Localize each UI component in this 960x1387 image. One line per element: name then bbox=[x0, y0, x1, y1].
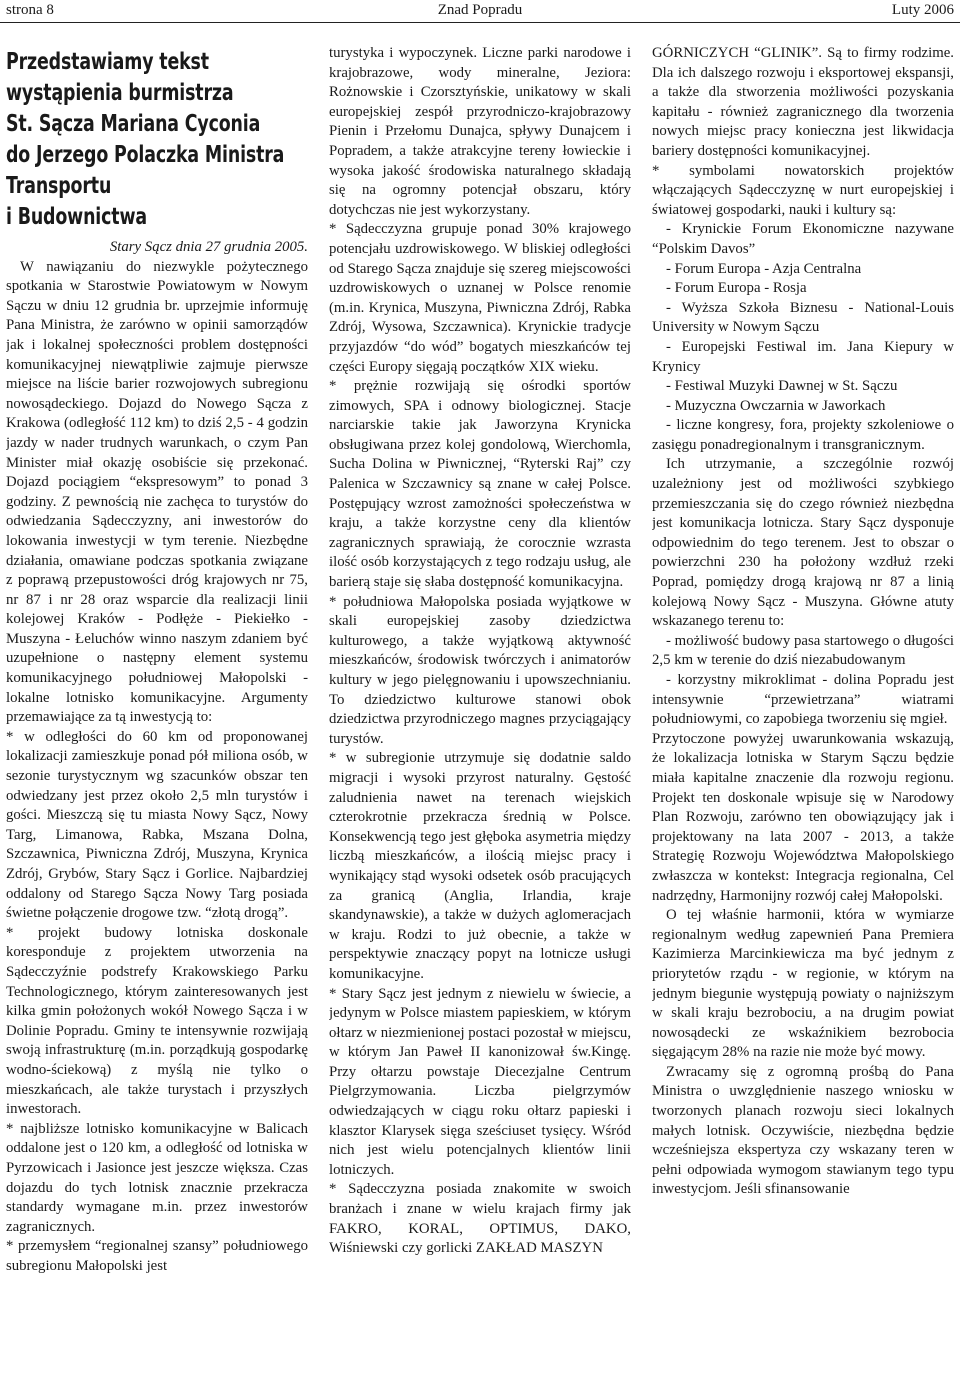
paragraph: * Sądecczyzna posiada znakomite w swoich branżach i znane w wielu krajach firmy jak FAKRO, KORAL, OPTIMUS, DAKO, Wiśniewski czy gorlicki ZAKŁAD MASZYN bbox=[329, 1181, 631, 1257]
title-line: wystąpienia burmistrza bbox=[6, 78, 234, 106]
list-item: - liczne kongresy, fora, projekty szkoleniowe o zasięgu ponadregionalnym i transgranicznym. bbox=[652, 417, 954, 453]
title-line: St. Sącza Mariana Cyconia bbox=[6, 109, 261, 137]
paragraph: Ich utrzymanie, a szczególnie rozwój uzależniony jest od możliwości szybkiego przemieszczania się do czego również niezbędna jest komunikacja lotnicza. Stary Sącz dysponuje odpowiednim do tego terenem. Jest to obszar o powierzchni 230 ha położony wzdłuż rzeki Poprad, pomiędzy drogą krajową nr 87 a linią kolejową Nowy Sącz - Muszyna. Główne atuty wskazanego terenu to: bbox=[652, 456, 954, 630]
list-item: - Europejski Festiwal im. Jana Kiepury w Krynicy bbox=[652, 338, 954, 375]
publication-name: Znad Popradu bbox=[437, 2, 523, 18]
paragraph: * symbolami nowatorskich projektów włączających Sądecczyznę w nurt europejskiej i światowej gospodarki, nauki i kultury są: bbox=[652, 162, 954, 218]
paragraph: * południowa Małopolska posiada wyjątkowe w skali europejskiej zasoby dziedzictwa kulturowego, a także wyjątkową aktywność mieszkańców, środowisk twórczych i animatorów kultury w jego pielęgnowaniu i upowszechnianiu. To dziedzictwo kulturowe stanowi obok dziedzictwa przyrodniczego magnes przyciągający turystów. bbox=[329, 593, 631, 747]
issue-date: Luty 2006 bbox=[891, 2, 954, 18]
column-1 bbox=[6, 46, 308, 1383]
paragraph: Zwracamy się z ogromną prośbą do Pana Ministra o uwzględnienie naszego wniosku w tworzonych planach rozwoju sieci lokalnych małych lotnisk. Oczywiście, niezbędna będzie wcześniejsza ekspertyza czy wskazany teren w pełni odpowiada wymogom stawianym tego typu inwestycjom. Jeśli sfinansowanie bbox=[652, 1063, 954, 1198]
column-2 bbox=[329, 44, 631, 1383]
title-line: Przedstawiamy tekst bbox=[6, 47, 209, 75]
list-item: - Forum Europa - Azja Centralna bbox=[666, 260, 862, 277]
list-item: - korzystny mikroklimat - dolina Popradu jest intensywnie “przewietrzana” wiatrami południowymi, co zapobiega tworzeniu się mgieł. bbox=[652, 672, 954, 728]
page-number: strona 8 bbox=[6, 2, 54, 18]
list-item: - Festiwal Muzyki Dawnej w St. Sączu bbox=[666, 378, 898, 395]
paragraph: * w subregionie utrzymuje się dodatnie saldo migracji i wysoki przyrost naturalny. Gęstość zaludnienia nawet na terenach wiejskich czterokrotnie przekracza średnią w Polsce. Konsekwencją tego jest głęboka asymetria między liczbą mieszkańców, a ilością miejsc pracy i wynikający stąd wysoki odsetek osób pracujących za granicą (Anglia, Irlandia, kraje skandynawskie), a także w dużych aglomeracjach w kraju. Rodzi to już obecnie, a także w perspektywie znaczący popyt na lotnicze usługi komunikacyjne. bbox=[329, 750, 631, 982]
paragraph: * Stary Sącz jest jednym z niewielu w świecie, a jedynym w Polsce miastem papieskiem, w którym ołtarz w niezmienionej postaci pozostał w miejscu, w którym Jan Paweł II kanonizował św.Kingę. Przy ołtarzu powstaje Diecezjalne Centrum Pielgrzymowania. Liczba pielgrzymów odwiedzających w ciągu roku ołtarz papieski i klasztor Klarysek sięga sześciuset tysięcy. Wśród nich jest wielu potencjalnych klientów linii lotniczych. bbox=[329, 985, 631, 1178]
article-title bbox=[6, 46, 302, 232]
list-item: - Wyższa Szkoła Biznesu - National-Louis University w Nowym Sączu bbox=[652, 299, 954, 336]
paragraph: * najbliższe lotnisko komunikacyjne w Balicach oddalone jest o 120 km, a odległość od lotniska w Pyrzowicach i Jasionce jest jeszcze większa. Czas dojazdu do tych lotnisk znacznie przekracza standardy wymagane m.in. przez inwestorów zagranicznych. bbox=[6, 1120, 308, 1235]
title-line: Transportu bbox=[6, 171, 112, 199]
paragraph: * Sądecczyzna grupuje ponad 30% krajowego potencjału uzdrowiskowego. W bliskiej odległości od Starego Sącza znajduje się szereg miejscowości uzdrowiskowych o uznanej w Polsce renomie (m.in. Krynica, Muszyna, Piwniczna Zdrój, Rabka Zdrój, Wysowa, Szczawnica). Krynickie tradycje przyjazdów “do wód” bogatych mieszkańców tej części Europy sięgają początków XIX wieku. bbox=[329, 221, 631, 375]
paragraph: W nawiązaniu do niezwykle pożytecznego spotkania w Starostwie Powiatowym w Nowym Sączu w dniu 12 grudnia br. uprzejmie informuję Pana Ministra, że zarówno w opinii samorządów jak i lokalnej społeczności problem dostępności komunikacyjnej niewątpliwie zajmuje pierwsze miejsce na liście barier rozwojowych subregionu nowosądeckiego. Dojazd do Nowego Sącza z Krakowa (odległość 112 km) to dziś 2,5 - 4 godzin jazdy w nader trudnych warunkach, o czym Pan Minister miał okazję osobiście się przekonać. Dojazd pociągiem “ekspresowym” to ponad 3 godziny. Z pewnością nie zachęca to turystów do odwiedzania Sądecczyzny, ani inwestorów do lokowania inwestycji w tym terenie. Niezbędne działania, omawiane podczas spotkania związane z poprawą przepustowości dróg krajowych nr 75, nr 87 i nr 28 oraz wsparcie dla realizacji linii kolejowej Kraków - Podłęże - Piekiełko - Muszyna - Łeluchów winno naszym zdaniem być uzupełnione o następny element systemu komunikacyjnego południowej Małopolski - lokalne lotnisko komunikacyjne. Argumenty przemawiające za tą inwestycją to: bbox=[6, 258, 308, 726]
paragraph: turystyka i wypoczynek. Liczne parki narodowe i krajobrazowe, wody mineralne, Jeziora: Rożnowskie i Czorsztyńskie, unikatowy w skali europejskiej zespół przyrodniczo-krajobrazowy Pienin i Przełomu Dunajca, spływy Dunajcem i Popradem, a także atrakcyjne tereny łowieckie i wysoka jakość środowiska naturalnego składają się na ogromny potencjał obszaru, który dotychczas nie jest wykorzystany. bbox=[329, 45, 631, 218]
paragraph: * w odległości do 60 km od proponowanej lokalizacji zamieszkuje ponad pół miliona osób, w sezonie turystycznym wg szacunków obszar ten odwiedzany jest przez około 2,5 mln turystów i gości. Mieszczą się tu miasta Nowy Sącz, Nowy Targ, Limanowa, Rabka, Mszana Dolna, Szczawnica, Piwniczna Zdrój, Muszyna, Krynica Zdrój, Grybów, Stary Sącz i Gorlice. Najbardziej oddalony od Starego Sącza Nowy Targ posiada świetne połączenie drogowe tzw. “złotą drogą”. bbox=[6, 728, 308, 922]
paragraph: O tej właśnie harmonii, która w wymiarze regionalnym według zapewnień Pana Premiera Kazimierza Marcinkiewicza ma być jednym z priorytetów rządu - w regionie, w którym na jednym biegunie występują powiaty o najniższym w skali kraju bezrobociu, a na drugim powiat nowosądecki ze wskaźnikiem bezrobocia sięgającym 28% na razie nie może być mowy. bbox=[652, 907, 954, 1061]
paragraph: * prężnie rozwijają się ośrodki sportów zimowych, SPA i odnowy biologicznej. Stacje narciarskie takie jak Jaworzyna Krynicka obsługiwana przez kolej gondolową, Wierchomla, Sucha Dolina w Piwnicznej, “Ryterski Raj” czy Palenica w Szczawnicy są znane w całej Polsce. Postępujący wzrost zamożności społeczeństwa w kraju, a także korzystne ceny dla klientów zagranicznych sprawiają, że corocznie wzrasta ilość osób korzystających z tego rodzaju usług, ale barierą staje się słaba dostępność komunikacyjna. bbox=[329, 378, 631, 591]
title-line: do Jerzego Polaczka Ministra bbox=[6, 140, 285, 168]
paragraph: GÓRNICZYCH “GLINIK”. Są to firmy rodzime. Dla ich dalszego rozwoju i eksportowej ekspansji, a także dla stworzenia możliwości pozyskania kapitału - również zagranicznego dla tworzenia nowych miejsc pracy konieczna jest likwidacja bariery dostępności komunikacyjnej. bbox=[652, 45, 954, 159]
paragraph: * projekt budowy lotniska doskonale koresponduje z projektem utworzenia na Sądecczyźnie podstrefy Krakowskiego Parku Technologicznego, którym zainteresowanych jest kilka gmin położonych wokół Nowego Sącza i w Dolinie Popradu. Gminy te intensywnie rozwijają swoją infrastrukturę (m.in. porządkują gospodarkę wodno-ściekową) z myślą nie tylko o mieszkańcach, ale także turystach i przyszłych inwestorach. bbox=[6, 924, 308, 1118]
list-item: - możliwość budowy pasa startowego o długości 2,5 km w terenie do dziś niezabudowanym bbox=[652, 632, 954, 669]
column-3 bbox=[652, 44, 954, 1383]
list-item: - Krynickie Forum Ekonomiczne nazywane “Polskim Davos” bbox=[652, 221, 954, 257]
place-date: Stary Sącz dnia 27 grudnia 2005. bbox=[109, 239, 308, 255]
paragraph: * przemysłem “regionalnej szansy” południowego subregionu Małopolski jest bbox=[6, 1238, 308, 1274]
paragraph: Przytoczone powyżej uwarunkowania wskazują, że lokalizacja lotniska w Starym Sączu będzie miała kapitalne znaczenie dla rozwoju regionu. Projekt ten doskonale wpisuje się w Narodowy Plan Rozwoju, zarówno ten obowiązujący jak i projektowany na lata 2007 - 2013, a także Strategię Rozwoju Województwa Małopolskiego zwłaszcza w kontekst: Integracja regionalna, Cel nadrzędny, Harmonijny rozwój całej Małopolski. bbox=[652, 730, 954, 904]
list-item: - Muzyczna Owczarnia w Jaworkach bbox=[666, 397, 886, 414]
list-item: - Forum Europa - Rosja bbox=[666, 280, 807, 297]
page-header bbox=[0, 0, 960, 23]
title-line: i Budownictwa bbox=[6, 202, 147, 230]
